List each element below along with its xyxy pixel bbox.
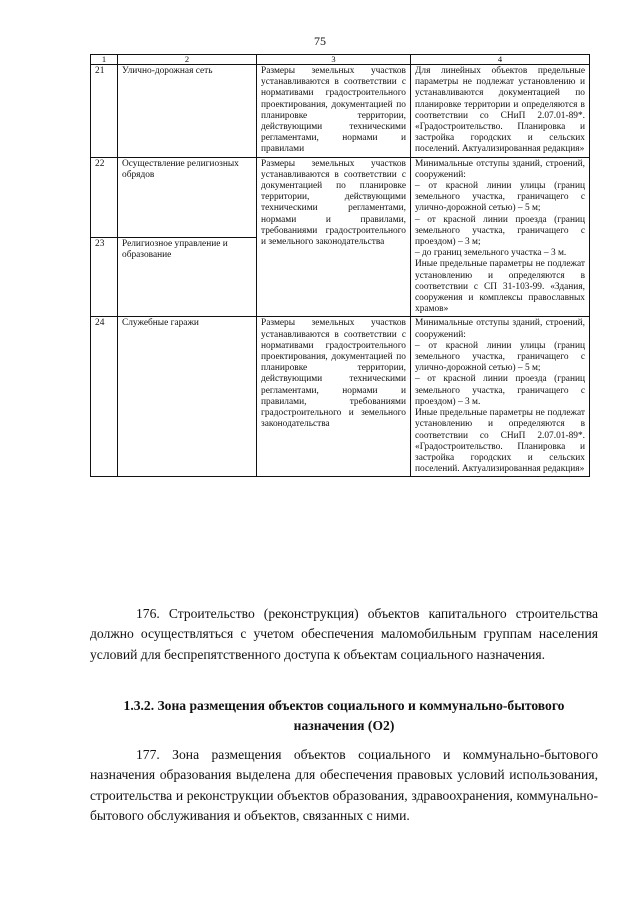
col4-line: Иные предельные параметры не подлежат установлению и определяются в соответствии со СНиП 2.07.01-89*. «Градостроительство. Планировка и застройка городских и сельских поселений. Актуализированная редакция» <box>415 408 585 475</box>
row-number: 21 <box>91 65 118 158</box>
page-number: 75 <box>314 34 326 48</box>
row-col4: Для линейных объектов предельные параметры не подлежат установлению и устанавливаются документацией по планировке территории и определяются в соответствии со СНиП 2.07.01-89*. «Градостроительство. Планировка и застройка городских и сельских поселений. Актуализированная редакция» <box>411 65 590 158</box>
regulations-table <box>90 54 590 477</box>
row-number: 24 <box>91 317 118 477</box>
section-heading: 1.3.2. Зона размещения объектов социального и коммунально-бытового назначения (О2) <box>123 698 565 734</box>
paragraph-176: 176. Строительство (реконструкция) объектов капитального строительства должно осуществляться с учетом обеспечения маломобильным группам населения условий для беспрепятственного доступа к объектам социального назначения. <box>90 606 598 662</box>
table-header-row <box>91 55 590 65</box>
table-row <box>91 157 590 237</box>
row-name: Религиозное управление и образование <box>118 237 257 317</box>
row-name: Улично-дорожная сеть <box>118 65 257 158</box>
col4-line: – до границ земельного участка – 3 м. <box>415 248 567 259</box>
row-col3: Размеры земельных участков устанавливаются в соответствии с нормативами градостроительного проектирования, документацией по планировке территории, действующими техническими регламентами, нормами и правилами, требованиями градостроительного и земельного законодательства <box>257 317 411 477</box>
row-col3: Размеры земельных участков устанавливаются в соответствии с документацией по планировке территории, действующими техническими регламентами, нормами и правилами, требованиями градостроительного и земельного законодательства <box>257 157 411 317</box>
row-col4 <box>411 157 590 317</box>
row-name: Осуществление религиозных обрядов <box>118 157 257 237</box>
row-number: 23 <box>91 237 118 317</box>
col4-line: Иные предельные параметры не подлежат установлению и определяются в соответствии с СП 31-103-99. «Здания, сооружения и комплексы православных храмов» <box>415 259 585 315</box>
col4-line: Минимальные отступы зданий, строений, сооружений: <box>415 318 585 340</box>
row-col4 <box>411 317 590 477</box>
header-cell: 4 <box>411 55 590 65</box>
paragraph-177: 177. Зона размещения объектов социального и коммунально-бытового назначения образования выделена для обеспечения правовых условий использования, строительства и реконструкции объектов образования, здравоохранения, коммунально-бытового обслуживания и объектов, связанных с ними. <box>90 747 598 824</box>
col4-line: – от красной линии улицы (границ земельного участка, граничащего с улично-дорожной сетью) – 5 м; <box>415 181 585 214</box>
header-cell: 2 <box>118 55 257 65</box>
header-cell: 1 <box>91 55 118 65</box>
col4-line: – от красной линии проезда (границ земельного участка, граничащего с проездом) – 3 м; <box>415 214 585 248</box>
row-col3: Размеры земельных участков устанавливаются в соответствии с нормативами градостроительного проектирования, документацией по планировке территории, действующими техническими регламентами, нормами и правилами <box>257 65 411 158</box>
table-row <box>91 317 590 477</box>
row-name: Служебные гаражи <box>118 317 257 477</box>
table-row <box>91 65 590 158</box>
col4-line: – от красной линии улицы (границ земельного участка, граничащего с улично-дорожной сетью) – 5 м; <box>415 340 585 374</box>
col4-line: – от красной линии проезда (границ земельного участка, граничащего с проездом) – 3 м. <box>415 374 585 407</box>
col4-line: Минимальные отступы зданий, строений, сооружений: <box>415 158 585 180</box>
row-number: 22 <box>91 157 118 237</box>
header-cell: 3 <box>257 55 411 65</box>
